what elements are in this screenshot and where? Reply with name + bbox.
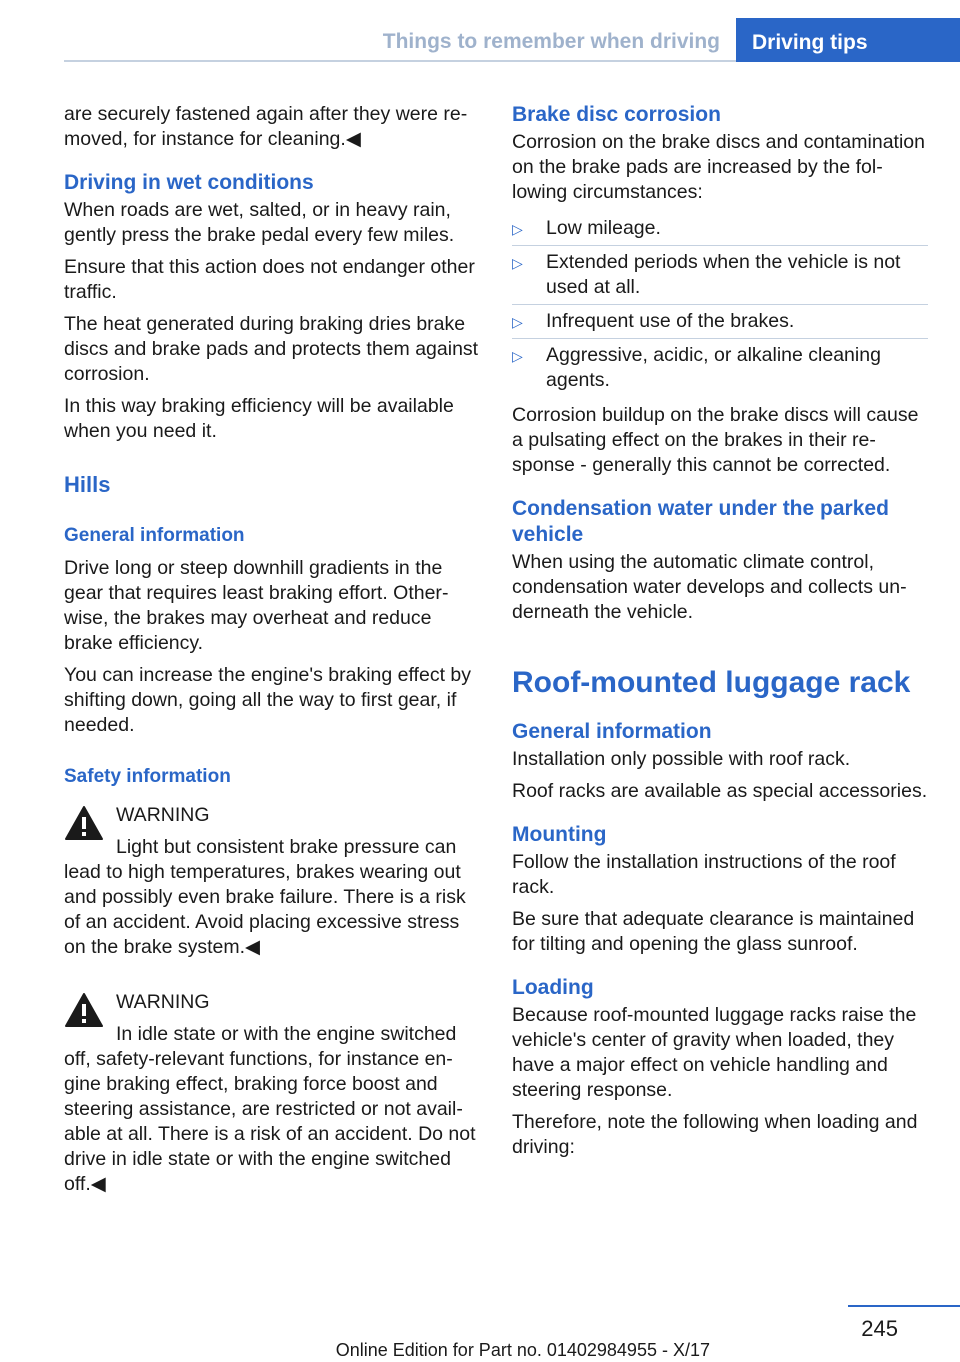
mounting-paragraph-2: Be sure that adequate clearance is maintained for tilting and opening the glass sunroof. (512, 908, 915, 955)
warning-label: WARNING (116, 991, 210, 1013)
edition-note: Online Edition for Part no. 01402984955 - X/17 (335, 1340, 710, 1360)
roof-general-heading: General information (512, 720, 712, 743)
roof-paragraph-1: Installation only possible with roof rack. (512, 748, 851, 770)
loading-heading: Loading (512, 976, 594, 999)
warning-label: WARNING (116, 804, 210, 826)
intro-text: are securely fastened again after they were removed, for instance for cleaning.◀ (64, 103, 468, 150)
triangle-bullet-icon: ▷ (512, 255, 523, 271)
hills-paragraph-2: You can increase the engine's braking effect by shifting down, going all the way to first gear, if needed. (64, 664, 472, 736)
mounting-paragraph-1: Follow the installation instructions of the roof rack. (512, 851, 896, 898)
header-chapter-tab: Driving tips (736, 18, 960, 62)
warning-block-2 (64, 990, 480, 1197)
page-number: 245 (861, 1316, 898, 1341)
hills-heading: Hills (64, 472, 111, 497)
wet-paragraph-2: Ensure that this action does not endanger other traffic. (64, 256, 475, 303)
list-item: ▷ Low mileage. (512, 212, 928, 246)
header-section-title: Things to remember when driving (382, 30, 720, 53)
wet-paragraph-4: In this way braking efficiency will be available when you need it. (64, 395, 454, 442)
safety-heading: Safety information (64, 766, 231, 787)
mounting-heading: Mounting (512, 823, 607, 846)
corrosion-intro: Corrosion on the brake discs and contamination on the brake pads are increased by the following circumstances: (512, 131, 925, 203)
warning-icon (64, 992, 104, 1028)
warning-icon (64, 805, 104, 841)
corrosion-outro: Corrosion buildup on the brake discs will cause a pulsating effect on the brakes in their response - generally this cannot be corrected. (512, 404, 919, 476)
triangle-bullet-icon: ▷ (512, 314, 523, 330)
hills-general-heading: General information (64, 525, 245, 546)
triangle-bullet-icon: ▷ (512, 221, 523, 237)
hills-paragraph-1: Drive long or steep downhill gradients in the gear that requires least braking effort. Otherwise, the brakes may overheat and reduce brake efficiency. (64, 557, 449, 654)
wet-paragraph-1: When roads are wet, salted, or in heavy rain, gently press the brake pedal every few miles. (64, 199, 455, 246)
warning-text: Light but consistent brake pressure can lead to high temperatures, brakes wearing out and possibly even brake failure. There is a risk of an accident. Avoid placing excessive stress on the brake system.◀ (64, 836, 466, 958)
corrosion-list (512, 212, 928, 397)
list-item: ▷ Infrequent use of the brakes. (512, 305, 928, 339)
roof-rack-heading: Roof-mounted luggage rack (512, 666, 911, 699)
loading-paragraph-1: Because roof-mounted luggage racks raise the vehicle's center of gravity when loaded, they have a major effect on vehicle handling and steering response. (512, 1004, 917, 1101)
triangle-bullet-icon: ▷ (512, 348, 523, 364)
loading-paragraph-2: Therefore, note the following when loading and driving: (512, 1111, 918, 1158)
warning-block-1 (64, 803, 480, 960)
right-column (512, 102, 928, 1167)
condensation-heading: Condensation water under the parked vehicle (512, 497, 889, 546)
list-item: ▷ Extended periods when the vehicle is not used at all. (512, 246, 928, 305)
roof-paragraph-2: Roof racks are available as special accessories. (512, 780, 928, 802)
footer-rule (848, 1305, 960, 1307)
wet-conditions-heading: Driving in wet conditions (64, 171, 314, 194)
left-column (64, 102, 480, 1227)
condensation-paragraph: When using the automatic climate control, condensation water develops and collects underneath the vehicle. (512, 551, 907, 623)
warning-text: In idle state or with the engine switched off, safety-relevant functions, for instance engine braking effect, braking force boost and steering assistance, are restricted or not available at all. There is a risk of an accident. Do not drive in idle state or with the engine switched off.◀ (64, 1023, 476, 1195)
brake-corrosion-heading: Brake disc corrosion (512, 103, 721, 126)
list-item: ▷ Aggressive, acidic, or alkaline cleaning agents. (512, 344, 881, 391)
wet-paragraph-3: The heat generated during braking dries brake discs and brake pads and protects them against corrosion. (64, 313, 479, 385)
